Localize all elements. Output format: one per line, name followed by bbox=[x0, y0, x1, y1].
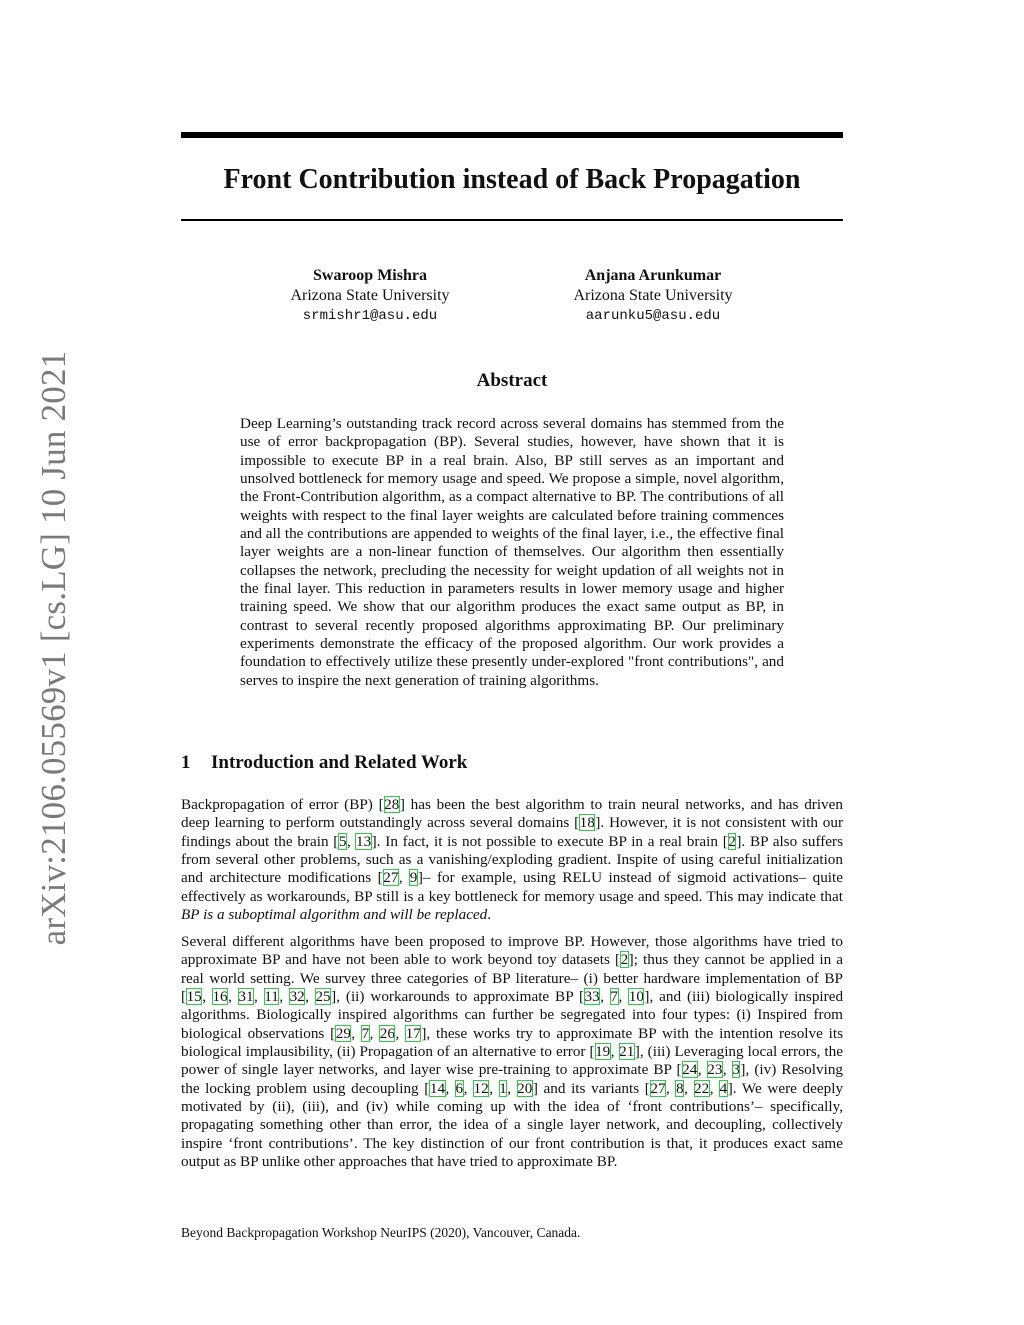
citation-link[interactable]: 27 bbox=[383, 869, 399, 887]
citation-link[interactable]: 19 bbox=[595, 1043, 611, 1061]
body-text: , bbox=[346, 832, 356, 850]
abstract-heading: Abstract bbox=[476, 370, 548, 391]
body-text: ], these works try to approximate BP with the intention resolve its biological implausibility, (ii) Propagation of an alternative to error [ bbox=[181, 1024, 844, 1061]
citation-link[interactable]: 21 bbox=[619, 1043, 635, 1061]
citation-link[interactable]: 23 bbox=[707, 1061, 723, 1079]
title-top-rule bbox=[181, 132, 843, 138]
citation-link[interactable]: 25 bbox=[315, 988, 331, 1006]
citation-link[interactable]: 2 bbox=[728, 832, 736, 850]
body-text: , bbox=[684, 1079, 694, 1097]
body-text: , bbox=[228, 988, 238, 1006]
citation-link[interactable]: 17 bbox=[405, 1024, 421, 1042]
body-text: ]. We were deeply motivated by (ii), (iii), and (iv) while coming up with the idea of ‘front contributions’– specifically, propagating something other than error, the idea of a single layer network, and decoupling, collectively inspire ‘front contributions’. The key distinction of our front contribution is that, it produces exact same output as BP unlike other approaches that have tried to approximate BP. bbox=[181, 1079, 844, 1171]
body-text: Several different algorithms have been proposed to improve BP. However, those algorithms have tried to approximate BP and have not been able to work beyond toy datasets [ bbox=[181, 933, 843, 969]
intro-paragraph-2 bbox=[181, 933, 843, 1171]
citation-link[interactable]: 26 bbox=[379, 1024, 395, 1042]
citation-link[interactable]: 22 bbox=[694, 1079, 710, 1097]
body-text: , bbox=[600, 988, 610, 1006]
body-text: ], (iii) Leveraging local errors, the power of single layer networks, and layer wise pre-training to approximate BP [ bbox=[181, 1043, 843, 1079]
citation-link[interactable]: 28 bbox=[384, 796, 400, 813]
body-text: ], and (iii) biologically inspired algorithms. Biologically inspired algorithms can further be segregated into four types: (i) Inspired from biological observations [ bbox=[181, 988, 844, 1042]
citation-link[interactable]: 9 bbox=[409, 869, 418, 887]
citation-link[interactable]: 14 bbox=[429, 1079, 446, 1097]
citation-link[interactable]: 24 bbox=[682, 1061, 698, 1079]
abstract-text: Deep Learning’s outstanding track record across several domains has stemmed from the use of error backpropagation (BP). Several studies, however, have shown that it is impossible to execute BP in a real brain. Also, BP still serves as an important and unsolved bottleneck for memory usage and speed. We propose a simple, novel algorithm, the Front-Contribution algorithm, as a compact alternative to BP. The contributions of all weights with respect to the final layer weights are calculated before training commences and all the contributions are appended to weights of the final layer, i.e., the effective final layer weights are a non-linear function of themselves. Our algorithm then essentially collapses the network, precluding the necessity for weight updation of all weights not in the final layer. This reduction in parameters results in lower memory usage and higher training speed. We show that our algorithm produces the exact same output as BP, in contrast to several recently proposed algorithms approximating BP. Our preliminary experiments demonstrate the efficacy of the proposed algorithm. Our work provides a foundation to effectively utilize these presently under-explored "front contributions", and serves to inspire the next generation of training algorithms. bbox=[240, 415, 784, 689]
body-text: , bbox=[369, 1024, 380, 1042]
body-text: , bbox=[489, 1079, 499, 1097]
title-bottom-rule bbox=[181, 219, 843, 221]
body-text: , bbox=[507, 1079, 517, 1097]
body-text: , bbox=[618, 988, 629, 1006]
citation-link[interactable]: 2 bbox=[620, 951, 629, 969]
citation-link[interactable]: 27 bbox=[650, 1079, 666, 1097]
author-affiliation: Arizona State University bbox=[573, 287, 733, 304]
body-text: ] has been the best algorithm to train neural networks, and has driven deep learning to perform outstandingly across several domains [ bbox=[181, 796, 843, 832]
citation-link[interactable]: 10 bbox=[628, 988, 644, 1006]
body-text: , bbox=[709, 1079, 720, 1097]
body-text: ] and its variants [ bbox=[532, 1079, 650, 1097]
body-text: ]; thus they cannot be applied in a real world setting. We survey three categories of BP literature– (i) better hardware implementation of BP [ bbox=[181, 951, 843, 1006]
body-text: , bbox=[254, 988, 264, 1006]
arxiv-id: arXiv:2106.05569v1 [cs.LG] 10 Jun 2021 bbox=[34, 350, 73, 946]
body-text: ]– for example, using RELU instead of sigmoid activations– quite effectively as workarounds, BP still is a key bottleneck for memory usage and speed. This may indicate that bbox=[181, 869, 843, 905]
body-text: ]. However, it is not consistent with our findings about the brain [ bbox=[181, 814, 844, 850]
citation-link[interactable]: 7 bbox=[361, 1024, 370, 1042]
citation-link[interactable]: 32 bbox=[289, 988, 305, 1006]
body-text: , bbox=[395, 1024, 406, 1042]
section-number: 1 bbox=[181, 752, 191, 773]
citation-link[interactable]: 16 bbox=[212, 988, 228, 1006]
body-text: ]. In fact, it is not possible to execute BP in a real brain [ bbox=[371, 832, 728, 850]
author-email[interactable]: srmishr1@asu.edu bbox=[302, 308, 438, 324]
author-block-2 bbox=[523, 266, 783, 326]
citation-link[interactable]: 5 bbox=[338, 832, 347, 850]
citation-link[interactable]: 11 bbox=[264, 988, 279, 1006]
citation-link[interactable]: 33 bbox=[584, 988, 600, 1006]
citation-link[interactable]: 7 bbox=[610, 988, 619, 1006]
citation-link[interactable]: 1 bbox=[499, 1079, 507, 1097]
citation-link[interactable]: 12 bbox=[473, 1079, 489, 1097]
body-text: , bbox=[398, 869, 410, 887]
emphasis-text: BP is a suboptimal algorithm and will be replaced bbox=[181, 906, 488, 924]
citation-link[interactable]: 18 bbox=[579, 814, 595, 832]
body-text: ], (ii) workarounds to approximate BP [ bbox=[331, 988, 585, 1006]
citation-link[interactable]: 29 bbox=[335, 1024, 351, 1042]
body-text: . bbox=[487, 906, 492, 924]
author-affiliation: Arizona State University bbox=[290, 287, 450, 304]
body-text: , bbox=[666, 1079, 676, 1097]
body-text: , bbox=[351, 1024, 362, 1042]
body-text: , bbox=[610, 1043, 619, 1061]
body-text: , bbox=[722, 1061, 732, 1079]
body-text: , bbox=[279, 988, 290, 1006]
section-heading bbox=[181, 751, 843, 775]
citation-link[interactable]: 3 bbox=[732, 1061, 740, 1079]
citation-link[interactable]: 8 bbox=[675, 1079, 684, 1097]
body-text: , bbox=[463, 1079, 473, 1097]
body-text: , bbox=[445, 1079, 455, 1097]
author-name: Swaroop Mishra bbox=[313, 267, 427, 284]
section-title: Introduction and Related Work bbox=[211, 752, 468, 773]
citation-link[interactable]: 13 bbox=[355, 832, 372, 850]
body-text: ]. BP also suffers from several other problems, such as a vanishing/exploding gradient. Inspite of using careful initialization and architecture modifications [ bbox=[181, 832, 843, 887]
citation-link[interactable]: 31 bbox=[238, 988, 254, 1006]
intro-paragraph-1 bbox=[181, 796, 843, 924]
citation-link[interactable]: 20 bbox=[517, 1079, 533, 1097]
body-text: , bbox=[697, 1061, 707, 1079]
citation-link[interactable]: 4 bbox=[719, 1079, 728, 1097]
body-text: , bbox=[305, 988, 315, 1006]
venue-footnote: Beyond Backpropagation Workshop NeurIPS (2020), Vancouver, Canada. bbox=[181, 1225, 581, 1240]
body-text: ], (iv) Resolving the locking problem using decoupling [ bbox=[181, 1061, 844, 1097]
paper-title: Front Contribution instead of Back Propagation bbox=[223, 164, 801, 195]
author-block-1 bbox=[240, 266, 500, 326]
body-text: , bbox=[202, 988, 212, 1006]
author-name: Anjana Arunkumar bbox=[584, 267, 722, 284]
body-text: Backpropagation of error (BP) [ bbox=[181, 796, 384, 813]
author-email[interactable]: aarunku5@asu.edu bbox=[585, 308, 721, 324]
citation-link[interactable]: 6 bbox=[455, 1079, 464, 1097]
citation-link[interactable]: 15 bbox=[186, 988, 202, 1006]
